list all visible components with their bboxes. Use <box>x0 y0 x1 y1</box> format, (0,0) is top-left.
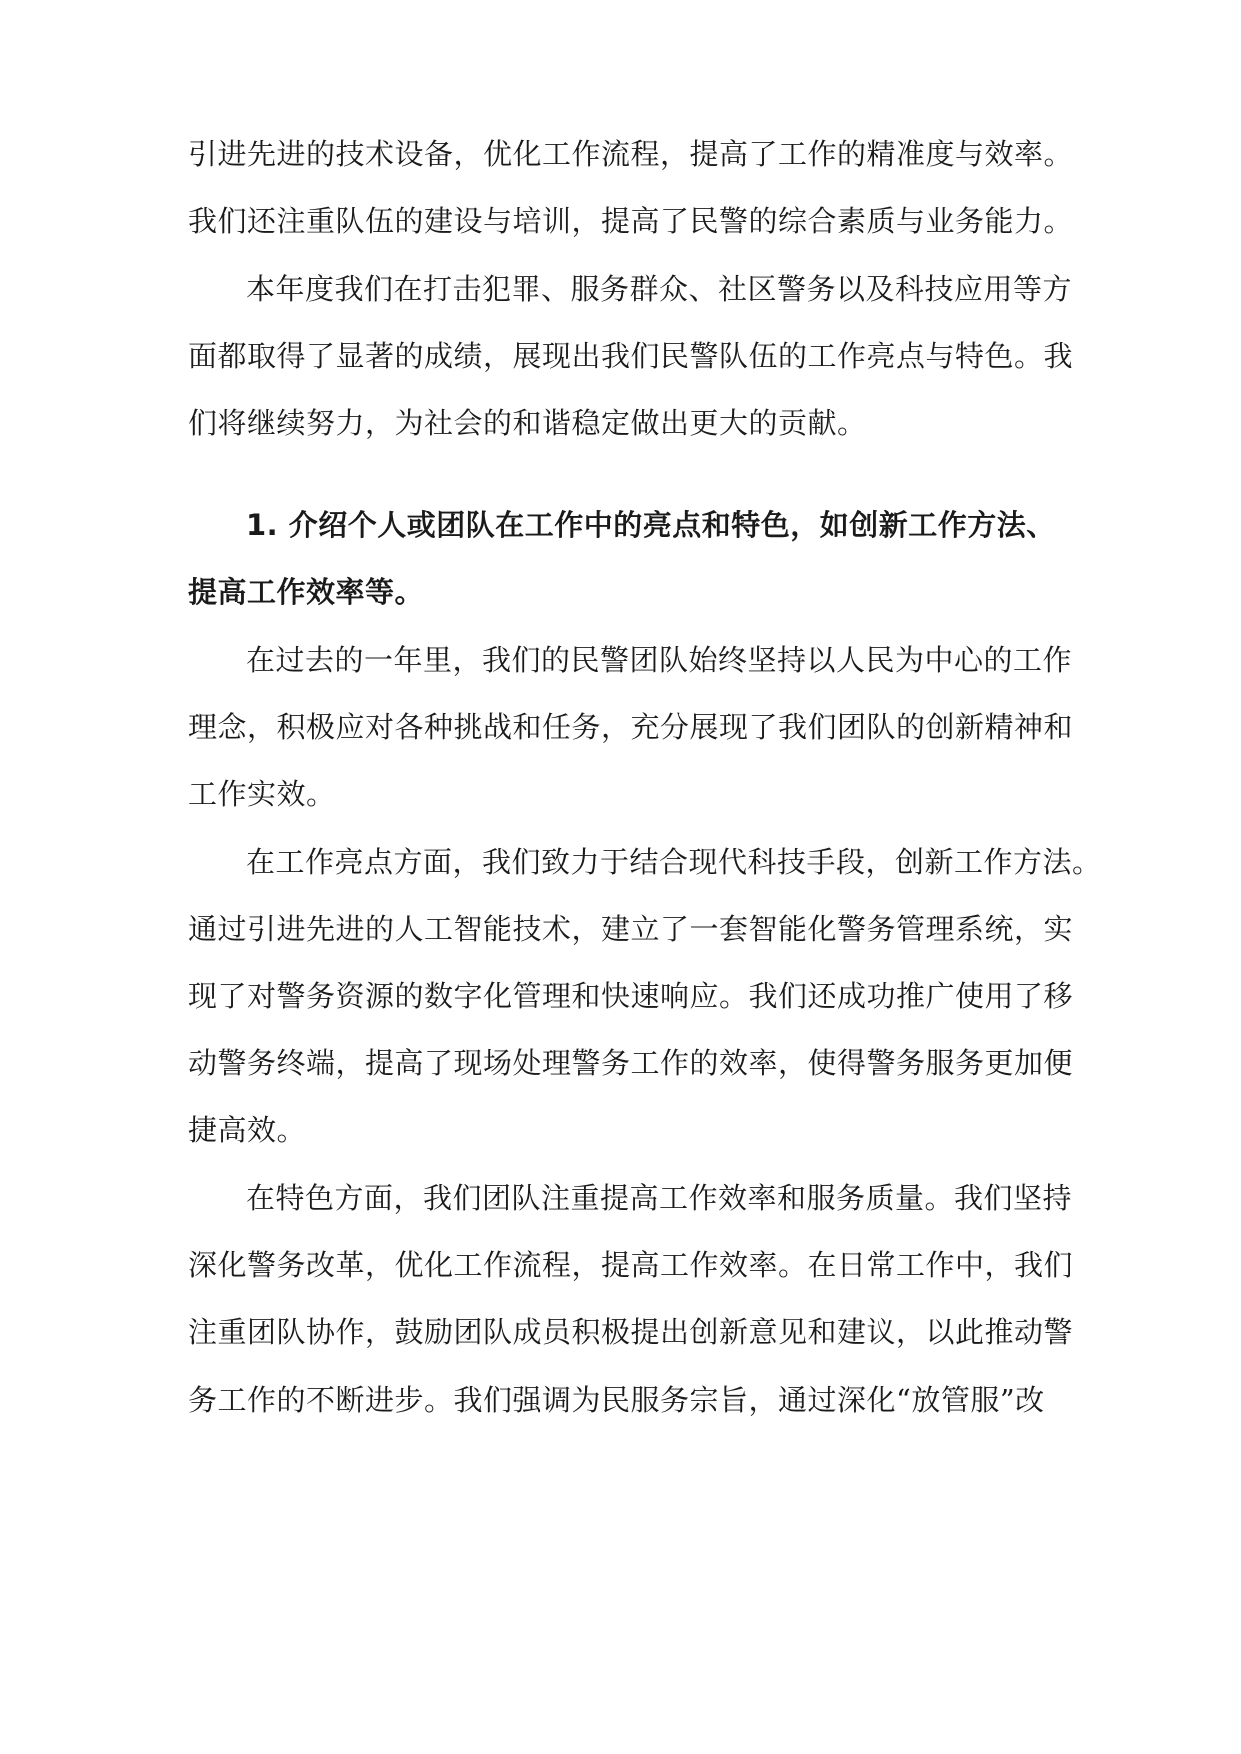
paragraph-line: 深化警务改革，优化工作流程，提高工作效率。在日常工作中，我们 <box>188 1248 1074 1282</box>
paragraph-line: 工作实效。 <box>188 777 336 811</box>
paragraph-line: 们将继续努力，为社会的和谐稳定做出更大的贡献。 <box>188 406 867 440</box>
paragraph-line: 在工作亮点方面，我们致力于结合现代科技手段，创新工作方法。 <box>246 845 1102 879</box>
section-heading: 1. 介绍个人或团队在工作中的亮点和特色，如创新工作方法、 <box>246 508 1056 542</box>
paragraph-line: 我们还注重队伍的建设与培训，提高了民警的综合素质与业务能力。 <box>188 204 1074 238</box>
paragraph-line: 现了对警务资源的数字化管理和快速响应。我们还成功推广使用了移 <box>188 979 1074 1013</box>
paragraph-line: 注重团队协作，鼓励团队成员积极提出创新意见和建议，以此推动警 <box>188 1315 1074 1349</box>
paragraph-line: 面都取得了显著的成绩，展现出我们民警队伍的工作亮点与特色。我 <box>188 339 1074 373</box>
paragraph-line: 动警务终端，提高了现场处理警务工作的效率，使得警务服务更加便 <box>188 1046 1074 1080</box>
paragraph-line: 务工作的不断进步。我们强调为民服务宗旨，通过深化“放管服”改 <box>188 1383 1045 1417</box>
paragraph-line: 在特色方面，我们团队注重提高工作效率和服务质量。我们坚持 <box>246 1181 1073 1215</box>
paragraph-line: 本年度我们在打击犯罪、服务群众、社区警务以及科技应用等方 <box>246 272 1073 306</box>
paragraph-line: 捷高效。 <box>188 1113 307 1147</box>
paragraph-line: 引进先进的技术设备，优化工作流程，提高了工作的精准度与效率。 <box>188 137 1074 171</box>
paragraph-line: 理念，积极应对各种挑战和任务，充分展现了我们团队的创新精神和 <box>188 710 1074 744</box>
paragraph-line: 通过引进先进的人工智能技术，建立了一套智能化警务管理系统，实 <box>188 912 1074 946</box>
paragraph-line: 在过去的一年里，我们的民警团队始终坚持以人民为中心的工作 <box>246 643 1073 677</box>
section-heading: 提高工作效率等。 <box>188 575 425 609</box>
